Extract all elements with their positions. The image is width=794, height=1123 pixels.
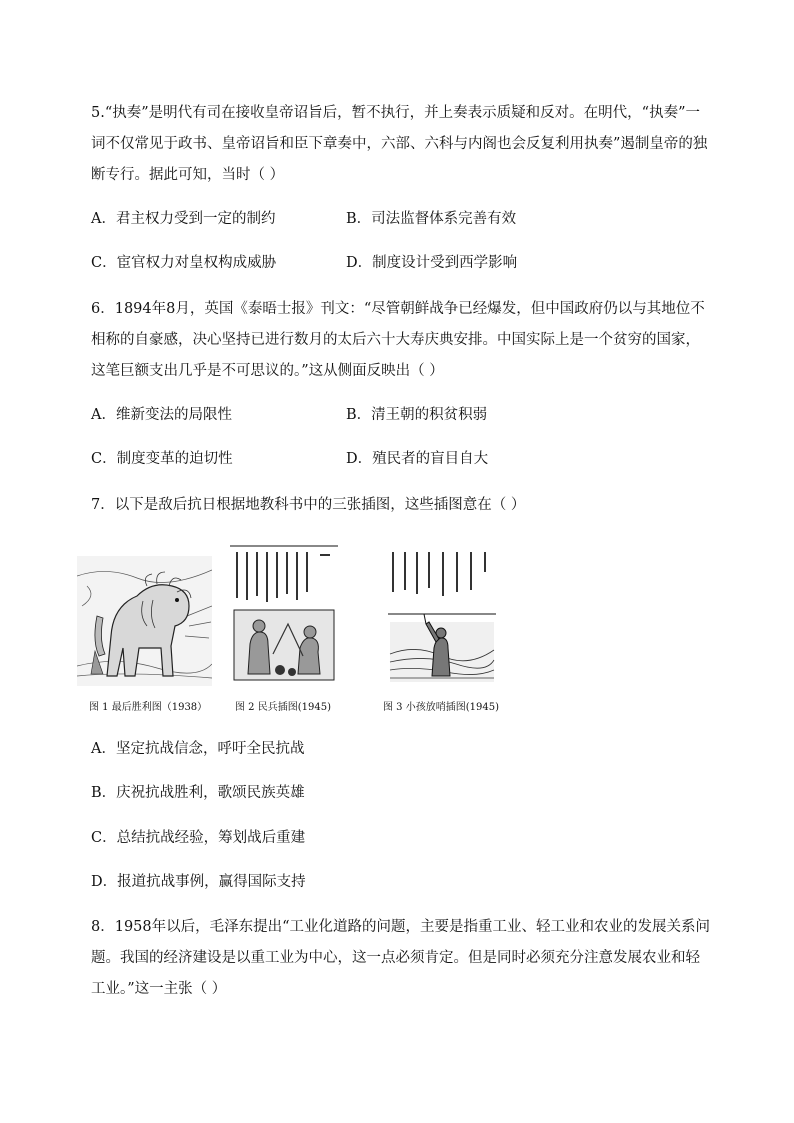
q7-option-c[interactable]: C．总结抗战经验，筹划战后重建 — [91, 830, 306, 846]
figure-1-caption: 图 1 最后胜利图（1938） — [89, 702, 208, 713]
q7-option-a[interactable]: A．坚定抗战信念，呼吁全民抗战 — [91, 741, 305, 757]
q5-option-d[interactable]: D．制度设计受到西学影响 — [346, 255, 518, 271]
q7-option-b[interactable]: B．庆祝抗战胜利，歌颂民族英雄 — [91, 785, 305, 801]
question-7-stem: 7．以下是敌后抗日根据地教科书中的三张插图，这些插图意在（ ） — [91, 497, 526, 513]
child-sentry-illustration — [386, 544, 498, 686]
q6-option-d[interactable]: D．殖民者的盲目自大 — [346, 451, 489, 467]
q5-option-c[interactable]: C．宦官权力对皇权构成威胁 — [91, 255, 277, 271]
question-8-stem: 8．1958年以后，毛泽东提出“工业化道路的问题，主要是指重工业、轻工业和农业的发展关系问题。我国的经济建设是以重工业为中心，这一点必须肯定。但是同时必须充分注意发展农业和轻工业。”这一主张（ ） — [91, 919, 711, 997]
lion-illustration — [77, 556, 212, 686]
question-5-stem: 5.“执奏”是明代有司在接收皇帝诏旨后，暂不执行，并上奏表示质疑和反对。在明代，“执奏”一词不仅常见于政书、皇帝诏旨和臣下章奏中，六部、六科与内阁也会反复利用执奏”遏制皇帝的独断专行。据此可知，当时（ ） — [91, 105, 708, 183]
figure-2-caption: 图 2 民兵插图(1945) — [235, 702, 331, 713]
question-6-stem: 6．1894年8月，英国《泰晤士报》刊文：“尽管朝鲜战争已经爆发，但中国政府仍以与其地位不相称的自豪感，决心坚持已进行数月的太后六十大寿庆典安排。中国实际上是一个贫穷的国家，这笔巨额支出几乎是不可思议的。”这从侧面反映出（ ） — [91, 301, 705, 379]
q7-option-d[interactable]: D．报道抗战事例，赢得国际支持 — [91, 874, 306, 890]
q5-option-a[interactable]: A．君主权力受到一定的制约 — [91, 211, 276, 227]
q5-option-b[interactable]: B．司法监督体系完善有效 — [346, 211, 517, 227]
militia-illustration — [228, 544, 340, 684]
figure-3-caption: 图 3 小孩放哨插图(1945) — [383, 702, 499, 713]
q6-option-b[interactable]: B．清王朝的积贫积弱 — [346, 407, 488, 423]
q6-option-c[interactable]: C．制度变革的迫切性 — [91, 451, 233, 467]
q6-option-a[interactable]: A．维新变法的局限性 — [91, 407, 232, 423]
